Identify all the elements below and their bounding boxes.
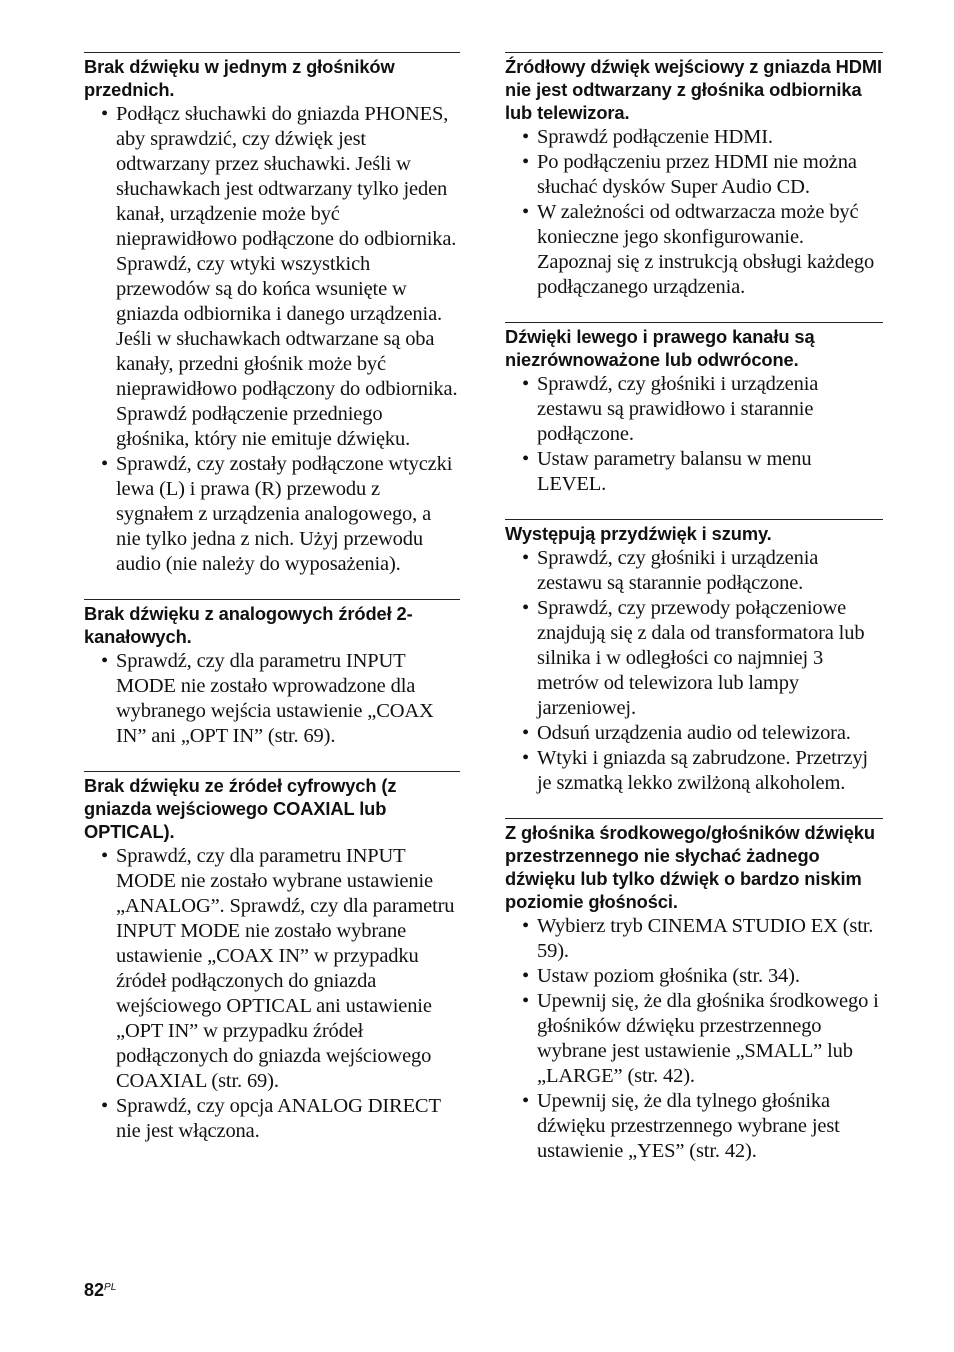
- list-item-text: Sprawdź, czy opcja ANALOG DIRECT nie jest włączona.: [116, 1095, 441, 1142]
- list-item: [521, 1089, 883, 1164]
- list-item: [100, 649, 460, 749]
- section-hum-noise: [505, 519, 883, 796]
- bullet-icon: •: [522, 201, 530, 223]
- list-item-text: Sprawdź, czy dla parametru INPUT MODE nie zostało wybrane ustawienie „ANALOG”. Sprawdź, czy dla parametru INPUT MODE nie zostało wybrane ustawienie „COAX IN” w przypadku źródeł podłączonych do gniazda wejściowego OPTICAL ani ustawienie „OPT IN” w przypadku źródeł podłączonych do gniazda wejściowego COAXIAL (str. 69).: [116, 845, 455, 1092]
- list-item: [521, 546, 883, 596]
- section-digital-sources: [84, 771, 460, 1144]
- list-item-text: Po podłączeniu przez HDMI nie można słuchać dysków Super Audio CD.: [537, 151, 857, 198]
- bullet-icon: •: [101, 650, 109, 672]
- list-item: [521, 200, 883, 300]
- list-item-text: Sprawdź, czy głośniki i urządzenia zestawu są starannie podłączone.: [537, 547, 819, 594]
- list-item: [100, 102, 460, 452]
- page-language-code: PL: [104, 1282, 117, 1293]
- section-heading: Brak dźwięku w jednym z głośników przednich.: [84, 56, 395, 100]
- list-item-text: Sprawdź, czy głośniki i urządzenia zestawu są prawidłowo i starannie podłączone.: [537, 373, 819, 445]
- page-footer: [84, 1280, 116, 1301]
- bullet-icon: •: [101, 103, 109, 125]
- bullet-icon: •: [522, 747, 530, 769]
- bullet-icon: •: [101, 1095, 109, 1117]
- list-item-text: Wybierz tryb CINEMA STUDIO EX (str. 59).: [537, 915, 874, 962]
- list-item: [100, 844, 460, 1094]
- section-heading: Dźwięki lewego i prawego kanału są niezrównoważone lub odwrócone.: [505, 326, 815, 370]
- section-channel-balance: [505, 322, 883, 497]
- bullet-icon: •: [522, 722, 530, 744]
- list-item-text: Sprawdź, czy przewody połączeniowe znajdują się z dala od transformatora lub silnika i w odległości co najmniej 3 metrów od telewizora lub lampy jarzeniowej.: [537, 597, 865, 719]
- list-item-text: Wtyki i gniazda są zabrudzone. Przetrzyj je szmatką lekko zwilżoną alkoholem.: [537, 747, 868, 794]
- list-item: [521, 721, 883, 746]
- section-heading: Z głośnika środkowego/głośników dźwięku przestrzennego nie słychać żadnego dźwięku lub tylko dźwięk o bardzo niskim poziomie głośności.: [505, 822, 875, 912]
- list-item-text: Ustaw poziom głośnika (str. 34).: [537, 965, 800, 987]
- list-item: [521, 447, 883, 497]
- section-heading: Brak dźwięku z analogowych źródeł 2-kanałowych.: [84, 603, 413, 647]
- bullet-list: [84, 649, 460, 749]
- list-item-text: Upewnij się, że dla tylnego głośnika dźwięku przestrzennego wybrane jest ustawienie „YES” (str. 42).: [537, 1090, 840, 1162]
- bullet-icon: •: [101, 453, 109, 475]
- list-item-text: Sprawdź, czy dla parametru INPUT MODE nie zostało wprowadzone dla wybranego wejścia ustawienie „COAX IN” ani „OPT IN” (str. 69).: [116, 650, 434, 747]
- list-item: [521, 989, 883, 1089]
- bullet-list: [505, 372, 883, 497]
- list-item: [521, 596, 883, 721]
- list-item-text: Upewnij się, że dla głośnika środkowego i głośników dźwięku przestrzennego wybrane jest ustawienie „SMALL” lub „LARGE” (str. 42).: [537, 990, 879, 1087]
- list-item: [100, 1094, 460, 1144]
- section-analog-2ch: [84, 599, 460, 749]
- section-hdmi-audio: [505, 52, 883, 300]
- list-item-text: Sprawdź podłączenie HDMI.: [537, 126, 773, 148]
- list-item-text: Sprawdź, czy zostały podłączone wtyczki lewa (L) i prawa (R) przewodu z sygnałem z urządzenia analogowego, a nie tylko jedna z nich. Użyj przewodu audio (nie należy do wyposażenia).: [116, 453, 453, 575]
- bullet-list: [84, 102, 460, 577]
- bullet-icon: •: [101, 845, 109, 867]
- list-item-text: Odsuń urządzenia audio od telewizora.: [537, 722, 851, 744]
- bullet-icon: •: [522, 126, 530, 148]
- bullet-icon: •: [522, 990, 530, 1012]
- list-item: [521, 746, 883, 796]
- bullet-list: [505, 125, 883, 300]
- list-item: [521, 150, 883, 200]
- list-item: [521, 125, 883, 150]
- bullet-icon: •: [522, 965, 530, 987]
- section-heading: Źródłowy dźwięk wejściowy z gniazda HDMI nie jest odtwarzany z głośnika odbiornika lub telewizora.: [505, 56, 882, 123]
- list-item-text: Ustaw parametry balansu w menu LEVEL.: [537, 448, 812, 495]
- section-center-surround: [505, 818, 883, 1164]
- list-item: [521, 964, 883, 989]
- bullet-icon: •: [522, 915, 530, 937]
- bullet-icon: •: [522, 448, 530, 470]
- list-item: [521, 372, 883, 447]
- bullet-icon: •: [522, 373, 530, 395]
- right-column: [505, 52, 883, 1164]
- list-item-text: Podłącz słuchawki do gniazda PHONES, aby sprawdzić, czy dźwięk jest odtwarzany przez słuchawki. Jeśli w słuchawkach jest odtwarzany tylko jeden kanał, urządzenie może być nieprawidłowo podłączone do odbiornika. Sprawdź, czy wtyki wszystkich przewodów są do końca wsunięte w gniazda odbiornika i danego urządzenia. Jeśli w słuchawkach odtwarzane są oba kanały, przedni głośnik może być nieprawidłowo podłączony do odbiornika. Sprawdź podłączenie przedniego głośnika, który nie emituje dźwięku.: [116, 103, 458, 450]
- left-column: [84, 52, 460, 1144]
- bullet-icon: •: [522, 1090, 530, 1112]
- bullet-list: [505, 546, 883, 796]
- bullet-icon: •: [522, 597, 530, 619]
- bullet-list: [84, 844, 460, 1144]
- list-item-text: W zależności od odtwarzacza może być konieczne jego skonfigurowanie. Zapoznaj się z instrukcją obsługi każdego podłączanego urządzenia.: [537, 201, 875, 298]
- section-heading: Występują przydźwięk i szumy.: [505, 523, 772, 544]
- section-heading: Brak dźwięku ze źródeł cyfrowych (z gniazda wejściowego COAXIAL lub OPTICAL).: [84, 775, 397, 842]
- page-number: 82: [84, 1280, 105, 1300]
- list-item: [100, 452, 460, 577]
- bullet-icon: •: [522, 547, 530, 569]
- bullet-icon: •: [522, 151, 530, 173]
- bullet-list: [505, 914, 883, 1164]
- section-one-front-speaker: [84, 52, 460, 577]
- list-item: [521, 914, 883, 964]
